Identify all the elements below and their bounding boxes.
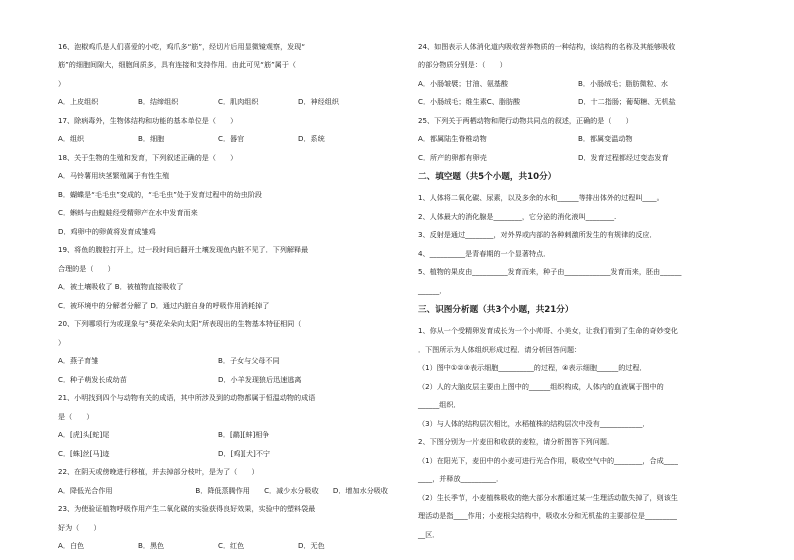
question-text: D．鸡卵中的卵黄将发育成雏鸡: [58, 226, 156, 236]
answer-option: C．器官: [218, 134, 245, 144]
answer-options: [418, 153, 748, 164]
question-text: 4、__________是青春期的一个显著特点．: [418, 248, 551, 258]
question-text: 23、为使验证植物呼吸作用产生二氧化碳的实验获得良好效果，实验中的塑料袋最: [58, 504, 316, 514]
answer-options: [58, 134, 388, 145]
question-text: A．马铃薯用块茎繁殖属于有性生殖: [58, 171, 170, 181]
question-text: 24、如图表示人体消化道内吸收营养物质的一种结构，该结构的名称及其能够吸收: [418, 42, 676, 51]
question-text: 好为（ ）: [58, 522, 101, 532]
answer-options: [58, 97, 388, 108]
question-text: ．下图所示为人体组织形成过程．请分析回答问题：: [418, 344, 582, 354]
question-text: ）: [58, 337, 66, 347]
question-text: （1）在阳光下，麦田中的小麦可进行光合作用，吸收空气中的________，合成____: [418, 455, 678, 465]
question-text: ）: [58, 78, 66, 88]
answer-option: A．白色: [58, 541, 85, 551]
answer-options: [58, 356, 388, 367]
answer-options: [418, 134, 748, 145]
question-text: 22、在阴天或傍晚进行移植，并去掉部分枝叶，是为了（ ）: [58, 467, 259, 477]
question-text: C．蝌蚪与由蝗蛙经受精卵产在水中发育而来: [58, 208, 198, 218]
answer-option: B．都属变温动物: [578, 134, 633, 144]
answer-option: B．小肠绒毛；脂肪微粒、水: [578, 78, 668, 88]
answer-option: B．黑色: [138, 541, 165, 551]
answer-option: D．系统: [298, 134, 325, 144]
question-text: A．被土壤吸收了 B．被植物直接吸收了: [58, 282, 184, 292]
question-text: 5、植物的果皮由__________发育而来，种子由_____________发育而来，胚由______: [418, 267, 682, 277]
answer-option: C．肌肉组织: [218, 97, 259, 107]
question-text: 25、下列关于两栖动物和爬行动物共同点的叙述，正确的是（ ）: [418, 115, 633, 125]
question-text: 是（ ）: [58, 411, 94, 421]
question-text: ______组织．: [418, 400, 461, 410]
question-text: 合理的是（ ）: [58, 263, 115, 273]
question-text: 理活动是指____作用；小麦根尖结构中，吸收水分和无机盐的主要部位是_________: [418, 511, 677, 521]
answer-options: [58, 449, 388, 460]
answer-option: C．小肠绒毛；维生素C、脂肪酸: [418, 97, 521, 107]
question-text: 的部分物质分别是：（ ）: [418, 60, 507, 70]
question-text: 1、你从一个受精卵发育成长为一个小帅哥、小美女，让我们看到了生命的奇妙变化: [418, 326, 678, 336]
question-text: （2）生长季节，小麦植株吸收的绝大部分水都通过某一生理活动散失掉了，则该生: [418, 492, 678, 502]
answer-option: D．小羊发现狼后迅速逃离: [218, 374, 302, 384]
question-text: C．被环境中的分解者分解了 D．通过内脏自身的呼吸作用消耗掉了: [58, 300, 270, 310]
answer-options: [418, 79, 748, 90]
question-text: 18、关于生物的生殖和发育，下列叙述正确的是（ ）: [58, 152, 238, 162]
question-text: 17、除病毒外，生物体结构和功能的基本单位是（ ）: [58, 115, 238, 125]
section-heading: 三、识图分析题（共3个小题，共21分）: [418, 305, 574, 316]
answer-option: A．组织: [58, 134, 85, 144]
answer-option: B．降低蒸腾作用 C．减少水分吸收 D．增加水分吸收: [195, 485, 388, 495]
question-text: （1）图中①②③表示细胞__________的过程，④表示细胞______的过程．: [418, 363, 647, 373]
question-text: 20、下列哪项行为或现象与“葵花朵朵向太阳”所表现出的生物基本特征相同（: [58, 319, 302, 329]
question-text: __区．: [418, 529, 440, 539]
answer-options: [58, 541, 388, 552]
question-text: 2、下图分别为一片麦田和收获的麦粒，请分析图答下列问题．: [418, 437, 615, 447]
answer-option: C．[蛛]丝[马]迹: [58, 448, 110, 458]
left-column: [58, 42, 388, 560]
question-text: 19、将鱼的腹腔打开上，过一段时间后翻开土壤发现鱼内脏不见了．下列解释最: [58, 245, 309, 255]
answer-option: C．种子萌发长成幼苗: [58, 374, 127, 384]
question-text: B．蝴蝶是“毛毛虫”变成的，“毛毛虫”处于发育过程中的幼虫阶段: [58, 189, 263, 199]
question-text: （3）与人体的结构层次相比，水稻植株的结构层次中没有____________．: [418, 418, 650, 428]
answer-option: D．无色: [298, 541, 325, 551]
question-text: ______．: [418, 285, 447, 295]
answer-options: [58, 486, 388, 497]
question-text: 2、人体最大的消化腺是________，它分泌的消化液叫________.: [418, 211, 617, 221]
answer-option: B．细胞: [138, 134, 165, 144]
section-heading: 二、填空题（共5个小题，共10分）: [418, 172, 557, 183]
question-text: 3、反射是通过________，对外界或内部的各种刺激所发生的有规律的反应．: [418, 230, 657, 240]
answer-option: B．[鹬][蚌]相争: [218, 430, 270, 440]
right-column: [418, 42, 748, 548]
answer-option: D．神经组织: [298, 97, 339, 107]
question-text: 筋”的细胞间隙大，细胞间质多，具有连接和支持作用．由此可见“筋”属于（: [58, 60, 297, 70]
answer-options: [418, 97, 748, 108]
answer-option: A．燕子育雏: [58, 356, 99, 366]
answer-option: D．十二指肠；葡萄糖、无机盐: [578, 97, 676, 107]
answer-option: B．子女与父母不同: [218, 356, 280, 366]
answer-option: D．[鸡][犬]不宁: [218, 448, 271, 458]
answer-options: [58, 430, 388, 441]
answer-option: D．发育过程都经过变态发育: [578, 152, 669, 162]
answer-options: [58, 375, 388, 386]
question-text: 1、人体将二氧化碳、尿素，以及多余的水和______等排出体外的过程叫____。: [418, 193, 664, 203]
question-text: 21、小明找到四个与动物有关的成语，其中所涉及到的动物都属于恒温动物的成语: [58, 393, 316, 403]
question-text: 16、泡椒鸡爪是人们喜爱的小吃，鸡爪多“筋”，经切片后用显微镜观察，发现“: [58, 42, 306, 51]
answer-option: A．都属陆生脊椎动物: [418, 134, 487, 144]
answer-option: A．小肠皱襞；甘油、氨基酸: [418, 78, 508, 88]
answer-option: A．[虎]头[蛇]尾: [58, 430, 110, 440]
answer-option: A．上皮组织: [58, 97, 99, 107]
answer-option: C．红色: [218, 541, 245, 551]
question-text: （2）人的大脑皮层主要由上图中的______组织构成，人体内的血液属于图中的: [418, 381, 664, 391]
answer-option: C．所产的卵都有卵壳: [418, 152, 487, 162]
answer-option: A．降低光合作用: [58, 485, 113, 495]
question-text: ____，并释放__________．: [418, 474, 504, 484]
answer-option: B．结缔组织: [138, 97, 179, 107]
